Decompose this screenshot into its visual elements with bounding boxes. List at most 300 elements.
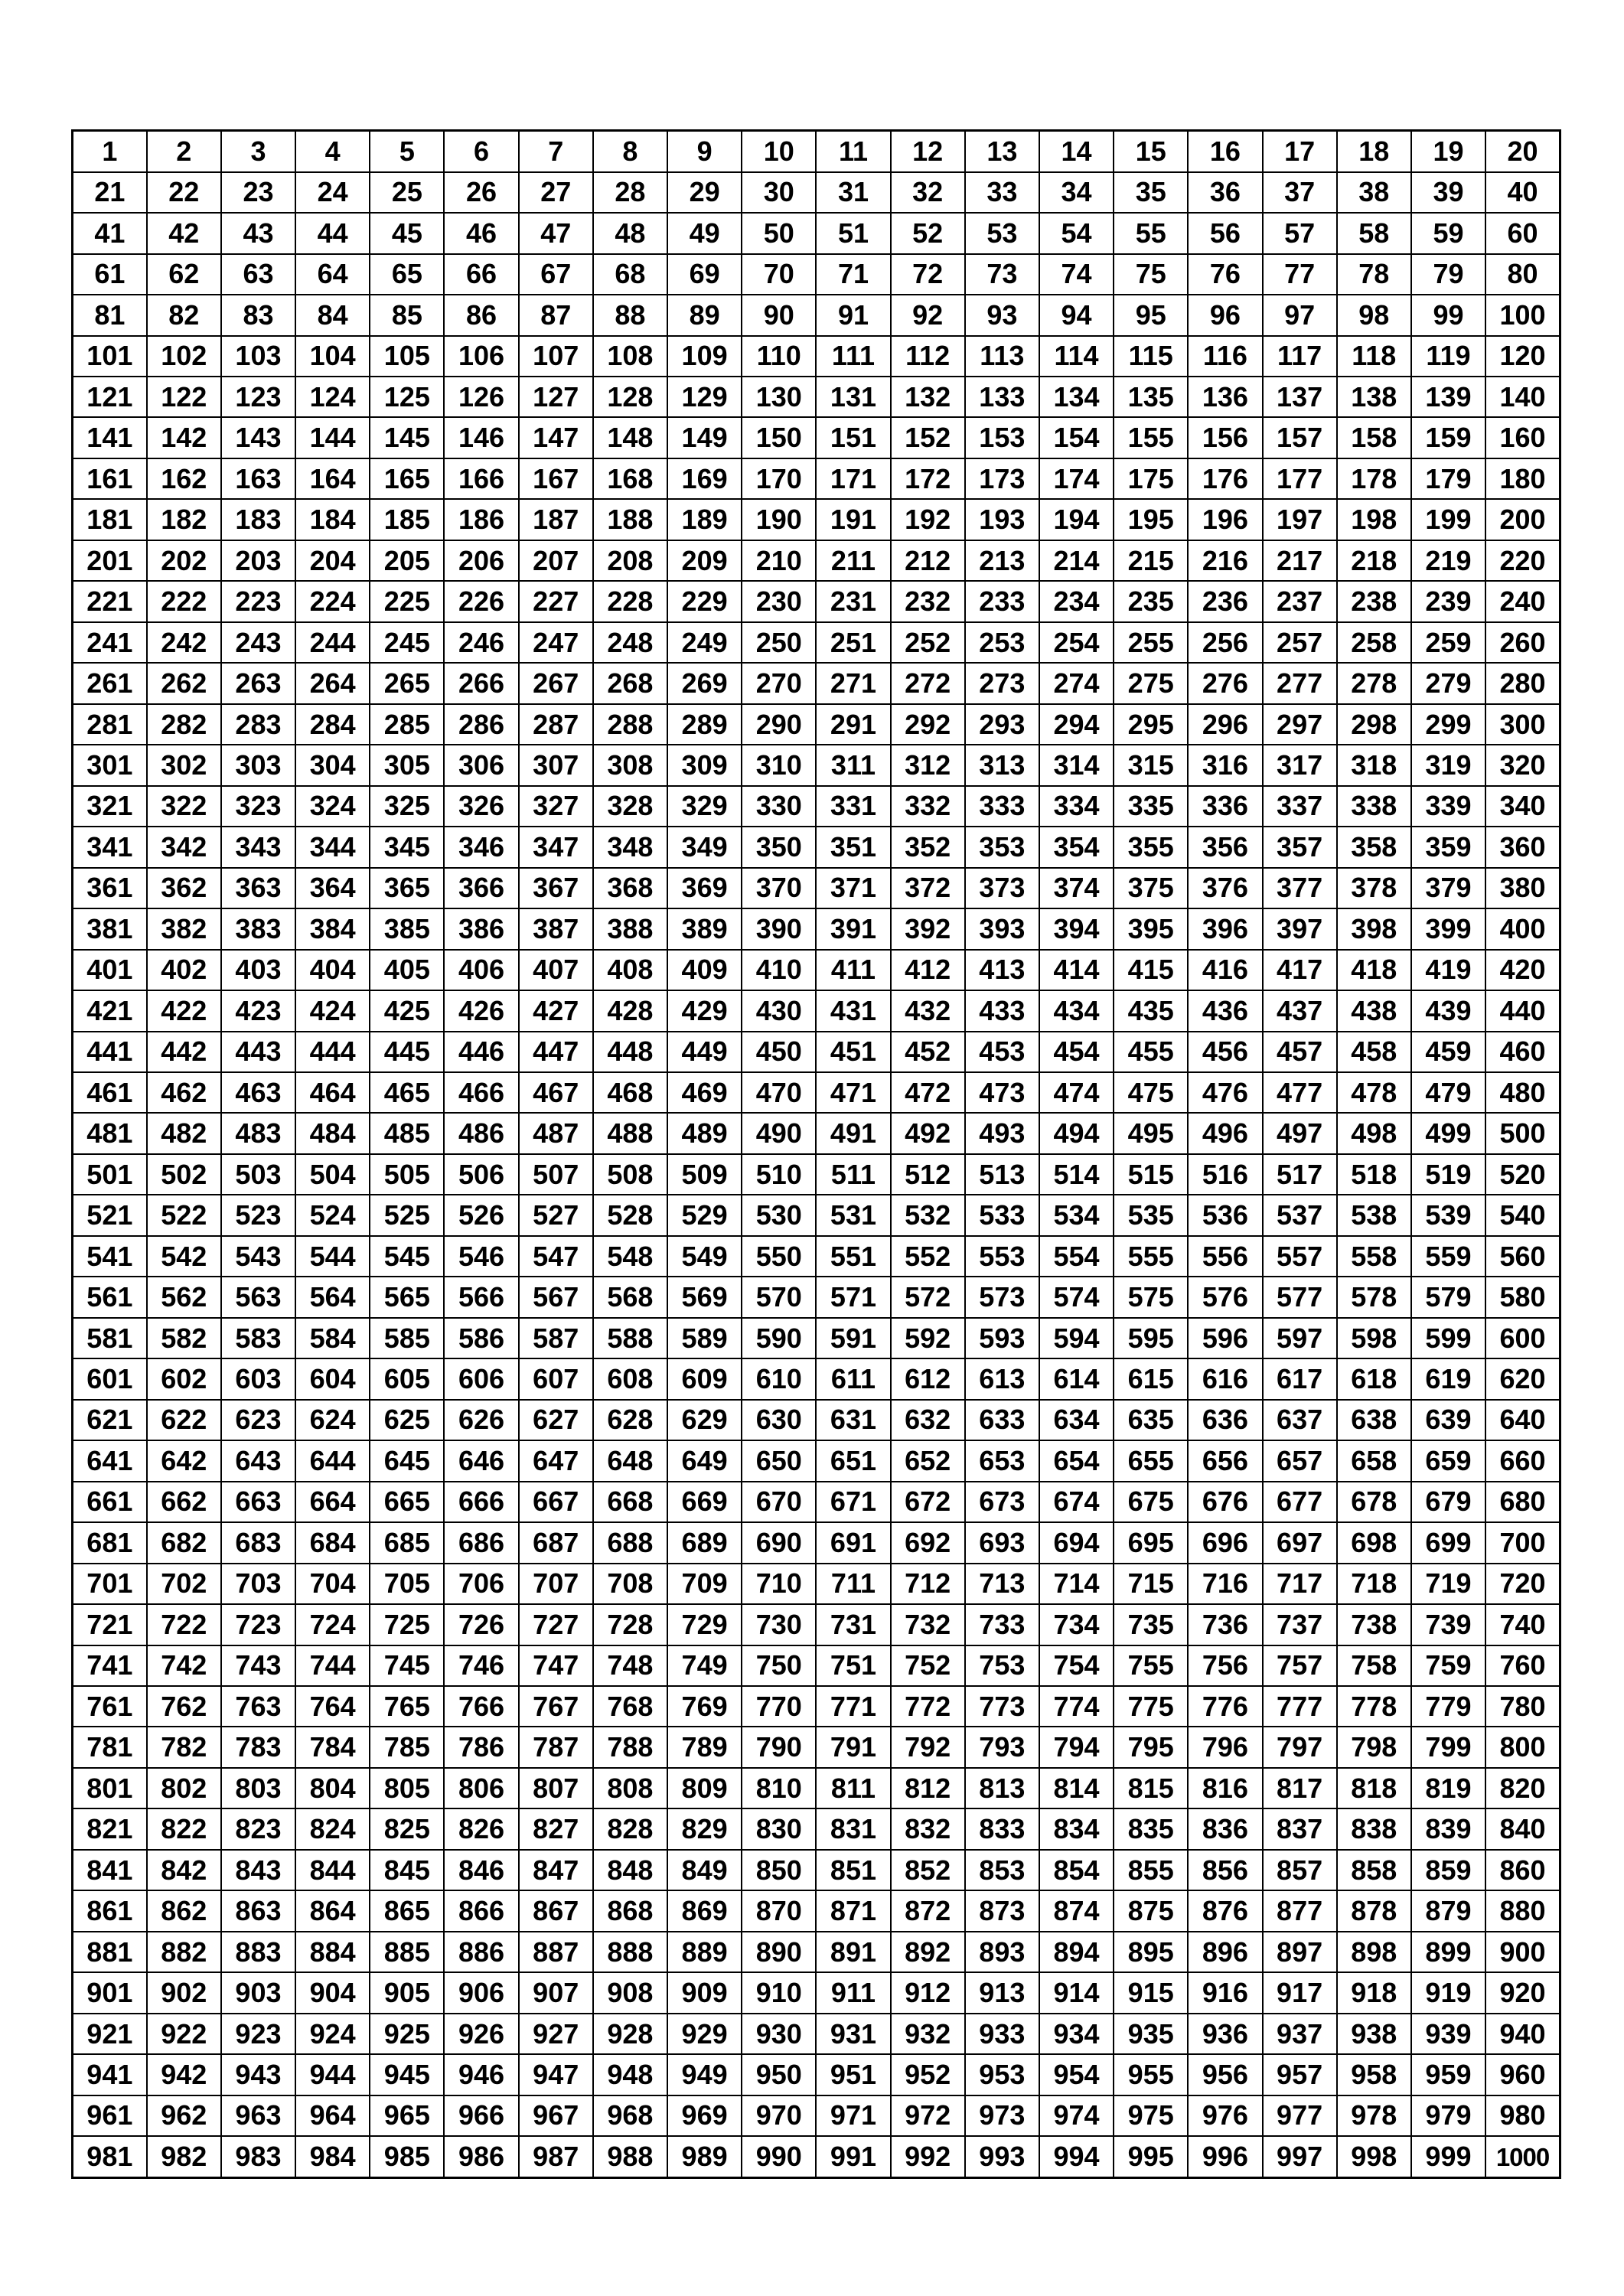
number-cell: 688 [593,1522,667,1563]
number-cell: 271 [816,663,890,703]
number-cell: 744 [295,1645,370,1686]
number-cell: 219 [1411,540,1485,581]
number-cell: 630 [742,1400,816,1440]
number-cell: 509 [667,1154,742,1195]
number-cell: 751 [816,1645,890,1686]
number-cell: 627 [519,1400,593,1440]
number-cell: 861 [73,1890,147,1931]
number-cell: 626 [444,1400,518,1440]
number-cell: 776 [1188,1686,1262,1727]
number-cell: 527 [519,1195,593,1235]
number-cell: 500 [1485,1113,1560,1153]
number-cell: 326 [444,786,518,827]
number-cell: 204 [295,540,370,581]
number-cell: 68 [593,254,667,295]
number-cell: 581 [73,1318,147,1358]
number-cell: 726 [444,1604,518,1645]
number-cell: 471 [816,1072,890,1113]
number-cell: 502 [147,1154,221,1195]
number-cell: 352 [891,827,965,867]
number-cell: 27 [519,172,593,213]
number-cell: 621 [73,1400,147,1440]
number-cell: 604 [295,1358,370,1399]
number-cell: 323 [221,786,295,827]
number-cell: 401 [73,950,147,990]
number-cell: 382 [147,908,221,949]
number-cell: 11 [816,131,890,172]
number-cell: 143 [221,417,295,458]
number-cell: 1 [73,131,147,172]
number-cell: 819 [1411,1768,1485,1808]
number-cell: 28 [593,172,667,213]
number-cell: 193 [965,499,1039,540]
number-cell: 986 [444,2136,518,2177]
number-cell: 855 [1114,1850,1188,1890]
number-cell: 646 [444,1440,518,1481]
number-cell: 529 [667,1195,742,1235]
number-cell: 553 [965,1236,1039,1277]
number-cell: 283 [221,704,295,745]
number-cell: 8 [593,131,667,172]
number-cell: 97 [1263,295,1337,335]
number-cell: 731 [816,1604,890,1645]
number-cell: 907 [519,1972,593,2013]
number-cell: 515 [1114,1154,1188,1195]
number-cell: 890 [742,1932,816,1972]
number-cell: 455 [1114,1032,1188,1072]
number-cell: 307 [519,745,593,785]
number-cell: 542 [147,1236,221,1277]
number-cell: 909 [667,1972,742,2013]
number-cell: 852 [891,1850,965,1890]
number-cell: 968 [593,2095,667,2136]
number-cell: 94 [1039,295,1114,335]
number-cell: 713 [965,1564,1039,1604]
number-cell: 538 [1337,1195,1411,1235]
number-cell: 570 [742,1277,816,1317]
number-cell: 698 [1337,1522,1411,1563]
number-cell: 564 [295,1277,370,1317]
number-cell: 885 [370,1932,444,1972]
number-cell: 786 [444,1727,518,1767]
number-cell: 315 [1114,745,1188,785]
number-cell: 964 [295,2095,370,2136]
number-cell: 789 [667,1727,742,1767]
number-cell: 858 [1337,1850,1411,1890]
number-cell: 285 [370,704,444,745]
number-cell: 485 [370,1113,444,1153]
number-cell: 404 [295,950,370,990]
number-cell: 220 [1485,540,1560,581]
number-cell: 452 [891,1032,965,1072]
number-cell: 675 [1114,1482,1188,1522]
number-cell: 943 [221,2054,295,2095]
number-cell: 240 [1485,581,1560,621]
number-cell: 927 [519,2014,593,2054]
number-cell: 999 [1411,2136,1485,2177]
number-cell: 821 [73,1808,147,1849]
number-cell: 808 [593,1768,667,1808]
number-cell: 804 [295,1768,370,1808]
number-cell: 545 [370,1236,444,1277]
number-cell: 154 [1039,417,1114,458]
grid-row [73,458,1560,499]
number-cell: 254 [1039,622,1114,663]
number-cell: 781 [73,1727,147,1767]
number-cell: 641 [73,1440,147,1481]
number-cell: 916 [1188,1972,1262,2013]
number-cell: 512 [891,1154,965,1195]
number-cell: 229 [667,581,742,621]
number-cell: 504 [295,1154,370,1195]
number-cell: 759 [1411,1645,1485,1686]
number-cell: 276 [1188,663,1262,703]
number-cell: 697 [1263,1522,1337,1563]
number-cell: 353 [965,827,1039,867]
number-cell: 10 [742,131,816,172]
number-cell: 569 [667,1277,742,1317]
number-cell: 469 [667,1072,742,1113]
number-cell: 59 [1411,213,1485,253]
number-cell: 82 [147,295,221,335]
number-cell: 183 [221,499,295,540]
number-cell: 559 [1411,1236,1485,1277]
number-cell: 836 [1188,1808,1262,1849]
number-cell: 370 [742,868,816,908]
number-cell: 402 [147,950,221,990]
number-cell: 612 [891,1358,965,1399]
number-cell: 540 [1485,1195,1560,1235]
number-cell: 658 [1337,1440,1411,1481]
number-cell: 189 [667,499,742,540]
number-cell: 908 [593,1972,667,2013]
number-cell: 678 [1337,1482,1411,1522]
number-cell: 361 [73,868,147,908]
number-cell: 849 [667,1850,742,1890]
number-cell: 289 [667,704,742,745]
number-cell: 445 [370,1032,444,1072]
number-cell: 802 [147,1768,221,1808]
number-cell: 579 [1411,1277,1485,1317]
number-cell: 95 [1114,295,1188,335]
number-cell: 588 [593,1318,667,1358]
number-cell: 4 [295,131,370,172]
number-cell: 313 [965,745,1039,785]
number-cell: 335 [1114,786,1188,827]
number-cell: 755 [1114,1645,1188,1686]
number-cell: 862 [147,1890,221,1931]
number-cell: 159 [1411,417,1485,458]
number-cell: 607 [519,1358,593,1399]
number-cell: 122 [147,377,221,417]
number-cell: 985 [370,2136,444,2177]
number-cell: 453 [965,1032,1039,1072]
number-cell: 110 [742,336,816,377]
number-cell: 576 [1188,1277,1262,1317]
number-cell: 29 [667,172,742,213]
number-cell: 262 [147,663,221,703]
grid-row [73,2054,1560,2095]
number-cell: 565 [370,1277,444,1317]
number-cell: 108 [593,336,667,377]
number-cell: 777 [1263,1686,1337,1727]
number-cell: 13 [965,131,1039,172]
number-cell: 89 [667,295,742,335]
number-cell: 354 [1039,827,1114,867]
number-cell: 616 [1188,1358,1262,1399]
number-cell: 613 [965,1358,1039,1399]
number-cell: 691 [816,1522,890,1563]
number-cell: 700 [1485,1522,1560,1563]
number-cell: 845 [370,1850,444,1890]
number-cell: 634 [1039,1400,1114,1440]
number-cell: 172 [891,458,965,499]
number-cell: 83 [221,295,295,335]
number-cell: 806 [444,1768,518,1808]
number-cell: 490 [742,1113,816,1153]
number-cell: 328 [593,786,667,827]
grid-row [73,990,1560,1031]
number-cell: 945 [370,2054,444,2095]
number-cell: 456 [1188,1032,1262,1072]
number-cell: 649 [667,1440,742,1481]
number-cell: 454 [1039,1032,1114,1072]
number-cell: 605 [370,1358,444,1399]
number-cell: 478 [1337,1072,1411,1113]
number-cell: 982 [147,2136,221,2177]
number-cell: 158 [1337,417,1411,458]
number-cell: 148 [593,417,667,458]
number-cell: 501 [73,1154,147,1195]
number-cell: 722 [147,1604,221,1645]
number-cell: 129 [667,377,742,417]
number-chart-sheet [71,129,1561,2179]
number-cell: 26 [444,172,518,213]
number-cell: 246 [444,622,518,663]
number-cell: 439 [1411,990,1485,1031]
number-cell: 88 [593,295,667,335]
number-cell: 957 [1263,2054,1337,2095]
number-cell: 174 [1039,458,1114,499]
number-cell: 107 [519,336,593,377]
number-cell: 32 [891,172,965,213]
number-cell: 763 [221,1686,295,1727]
number-cell: 411 [816,950,890,990]
number-cell: 425 [370,990,444,1031]
number-cell: 368 [593,868,667,908]
number-cell: 785 [370,1727,444,1767]
number-cell: 758 [1337,1645,1411,1686]
number-cell: 989 [667,2136,742,2177]
number-cell: 833 [965,1808,1039,1849]
number-cell: 749 [667,1645,742,1686]
number-cell: 263 [221,663,295,703]
number-cell: 22 [147,172,221,213]
number-cell: 784 [295,1727,370,1767]
number-cell: 73 [965,254,1039,295]
number-cell: 896 [1188,1932,1262,1972]
number-cell: 149 [667,417,742,458]
number-cell: 695 [1114,1522,1188,1563]
number-cell: 272 [891,663,965,703]
grid-row [73,2014,1560,2054]
number-cell: 803 [221,1768,295,1808]
number-cell: 970 [742,2095,816,2136]
number-cell: 878 [1337,1890,1411,1931]
number-cell: 661 [73,1482,147,1522]
number-cell: 625 [370,1400,444,1440]
number-cell: 375 [1114,868,1188,908]
number-cell: 838 [1337,1808,1411,1849]
number-cell: 71 [816,254,890,295]
number-cell: 655 [1114,1440,1188,1481]
number-cell: 652 [891,1440,965,1481]
number-cell: 672 [891,1482,965,1522]
number-cell: 259 [1411,622,1485,663]
number-cell: 338 [1337,786,1411,827]
number-cell: 135 [1114,377,1188,417]
number-cell: 380 [1485,868,1560,908]
number-cell: 52 [891,213,965,253]
number-cell: 332 [891,786,965,827]
number-cell: 369 [667,868,742,908]
number-cell: 457 [1263,1032,1337,1072]
number-cell: 817 [1263,1768,1337,1808]
number-cell: 164 [295,458,370,499]
number-cell: 914 [1039,1972,1114,2013]
number-cell: 162 [147,458,221,499]
number-cell: 762 [147,1686,221,1727]
number-cell: 650 [742,1440,816,1481]
number-cell: 505 [370,1154,444,1195]
grid-row [73,1318,1560,1358]
number-cell: 243 [221,622,295,663]
number-cell: 680 [1485,1482,1560,1522]
number-cell: 392 [891,908,965,949]
number-cell: 953 [965,2054,1039,2095]
number-cell: 170 [742,458,816,499]
number-cell: 498 [1337,1113,1411,1153]
number-cell: 487 [519,1113,593,1153]
number-cell: 586 [444,1318,518,1358]
number-cell: 281 [73,704,147,745]
number-cell: 518 [1337,1154,1411,1195]
number-cell: 249 [667,622,742,663]
number-cell: 551 [816,1236,890,1277]
number-cell: 253 [965,622,1039,663]
number-cell: 829 [667,1808,742,1849]
number-cell: 245 [370,622,444,663]
number-cell: 546 [444,1236,518,1277]
number-cell: 179 [1411,458,1485,499]
number-cell: 903 [221,1972,295,2013]
number-cell: 795 [1114,1727,1188,1767]
number-cell: 676 [1188,1482,1262,1522]
number-cell: 85 [370,295,444,335]
number-cell: 96 [1188,295,1262,335]
number-cell: 426 [444,990,518,1031]
number-cell: 459 [1411,1032,1485,1072]
number-cell: 92 [891,295,965,335]
number-cell: 356 [1188,827,1262,867]
number-cell: 739 [1411,1604,1485,1645]
grid-row [73,1932,1560,1972]
grid-row [73,377,1560,417]
number-cell: 379 [1411,868,1485,908]
grid-row [73,1277,1560,1317]
number-cell: 768 [593,1686,667,1727]
number-cell: 930 [742,2014,816,2054]
number-cell: 779 [1411,1686,1485,1727]
number-cell: 106 [444,336,518,377]
number-cell: 393 [965,908,1039,949]
number-cell: 946 [444,2054,518,2095]
number-cell: 415 [1114,950,1188,990]
number-cell: 740 [1485,1604,1560,1645]
number-cell: 972 [891,2095,965,2136]
number-cell: 45 [370,213,444,253]
grid-row [73,1890,1560,1931]
number-cell: 394 [1039,908,1114,949]
number-cell: 603 [221,1358,295,1399]
number-cell: 787 [519,1727,593,1767]
number-cell: 274 [1039,663,1114,703]
grid-row [73,1113,1560,1153]
grid-row [73,499,1560,540]
number-cell: 874 [1039,1890,1114,1931]
number-cell: 868 [593,1890,667,1931]
number-cell: 992 [891,2136,965,2177]
number-cell: 851 [816,1850,890,1890]
number-cell: 269 [667,663,742,703]
number-cell: 644 [295,1440,370,1481]
number-cell: 774 [1039,1686,1114,1727]
number-cell: 437 [1263,990,1337,1031]
number-cell: 955 [1114,2054,1188,2095]
number-cell: 975 [1114,2095,1188,2136]
number-cell: 865 [370,1890,444,1931]
number-cell: 818 [1337,1768,1411,1808]
number-cell: 701 [73,1564,147,1604]
number-cell: 893 [965,1932,1039,1972]
number-cell: 531 [816,1195,890,1235]
number-cell: 256 [1188,622,1262,663]
number-cell: 552 [891,1236,965,1277]
number-cell: 123 [221,377,295,417]
number-cell: 796 [1188,1727,1262,1767]
number-cell: 727 [519,1604,593,1645]
number-cell: 111 [816,336,890,377]
number-cell: 993 [965,2136,1039,2177]
number-cell: 536 [1188,1195,1262,1235]
number-cell: 720 [1485,1564,1560,1604]
number-cell: 503 [221,1154,295,1195]
number-cell: 287 [519,704,593,745]
number-cell: 583 [221,1318,295,1358]
number-cell: 175 [1114,458,1188,499]
number-cell: 458 [1337,1032,1411,1072]
number-cell: 880 [1485,1890,1560,1931]
number-cell: 811 [816,1768,890,1808]
number-cell: 470 [742,1072,816,1113]
number-cell: 201 [73,540,147,581]
number-cell: 147 [519,417,593,458]
number-cell: 214 [1039,540,1114,581]
number-cell: 414 [1039,950,1114,990]
number-cell: 717 [1263,1564,1337,1604]
number-cell: 686 [444,1522,518,1563]
number-cell: 940 [1485,2014,1560,2054]
